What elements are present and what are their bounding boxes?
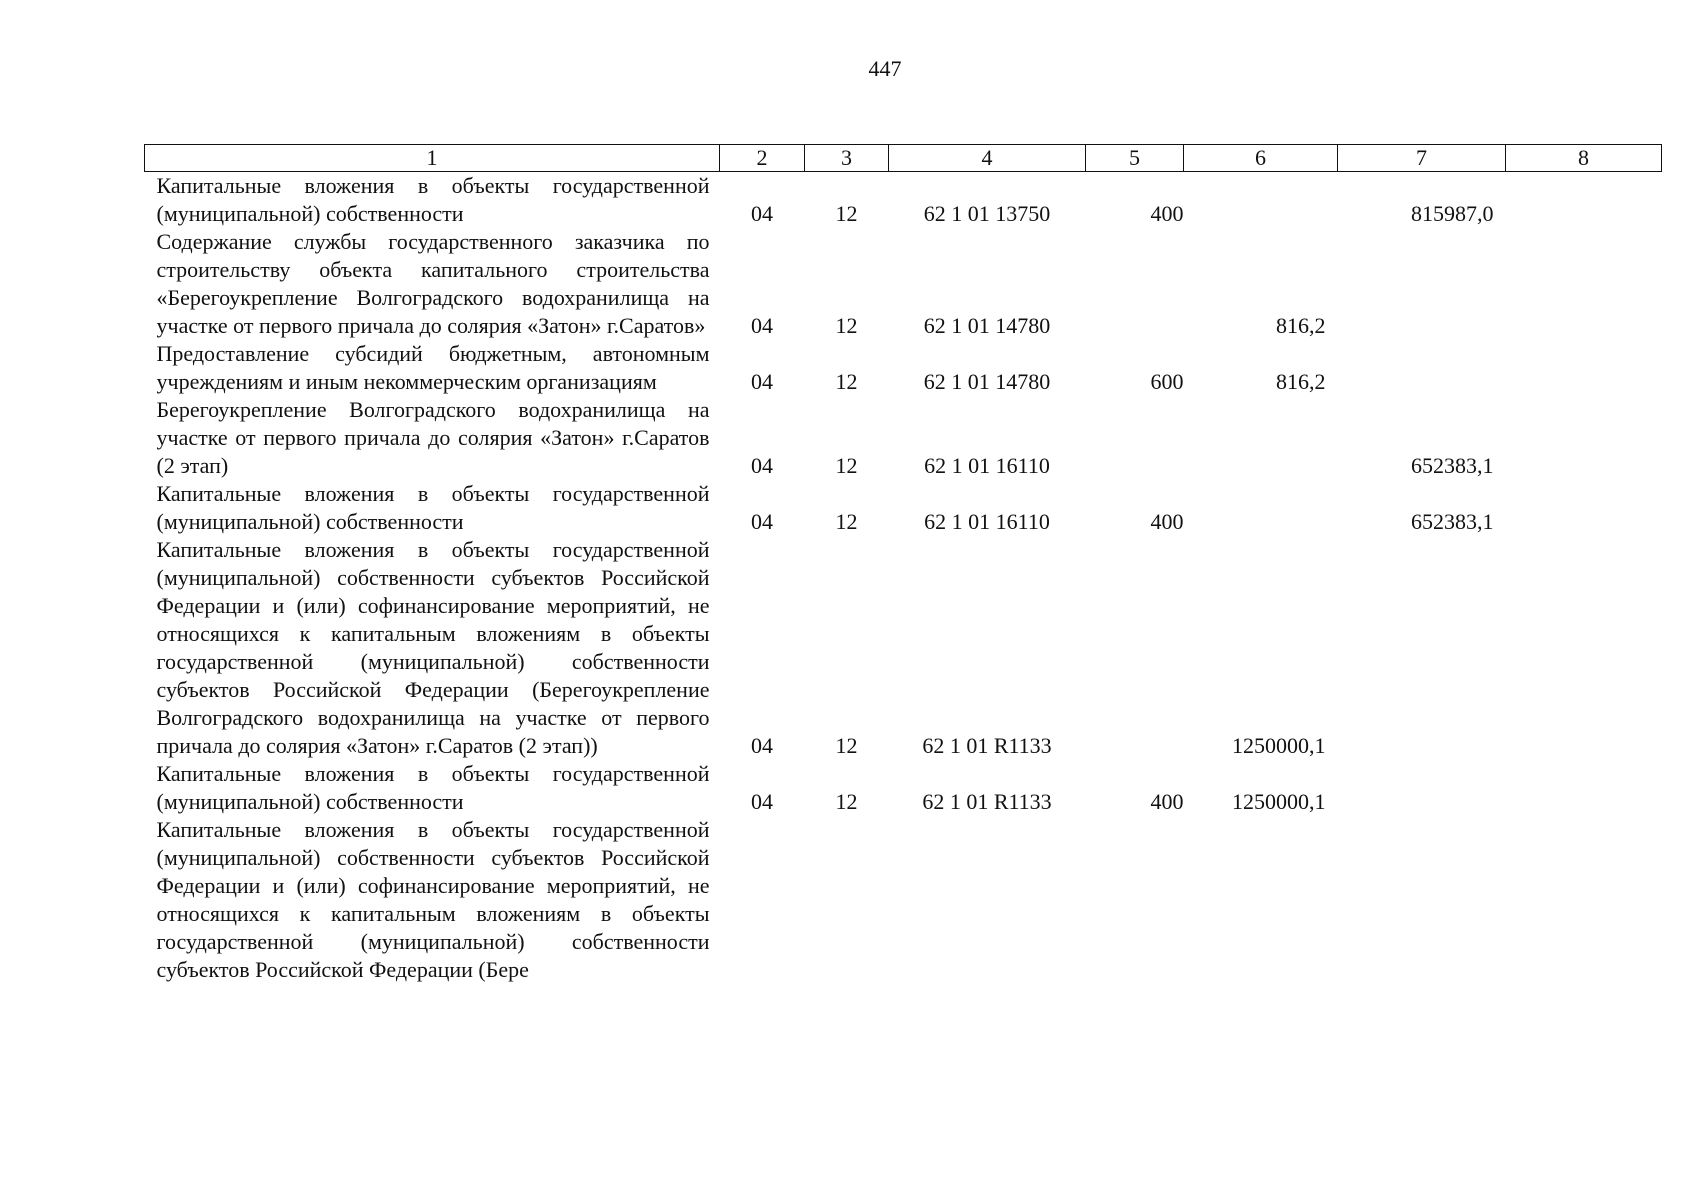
row-amount-col7 xyxy=(1338,816,1506,984)
row-section: 04 xyxy=(751,201,773,226)
row-amount-col7 xyxy=(1338,760,1506,816)
header-col-6: 6 xyxy=(1184,145,1338,172)
row-expense-type: 600 xyxy=(1150,369,1184,394)
row-subsection: 12 xyxy=(835,733,858,758)
row-subsection: 12 xyxy=(835,313,858,338)
row-name: Берегоукрепление Волгоградского водохранилища на участке от первого причала до солярия «Затон» г.Саратов (2 этап) xyxy=(156,397,710,478)
header-col-5: 5 xyxy=(1086,145,1184,172)
table-header xyxy=(145,145,1662,172)
row-section: 04 xyxy=(751,453,773,478)
page-number: 447 xyxy=(868,56,902,81)
row-section xyxy=(720,816,805,984)
row-target-article: 62 1 01 14780 xyxy=(923,369,1051,394)
row-expense-type xyxy=(1086,228,1184,340)
row-amount-col8 xyxy=(1506,816,1662,984)
table-body xyxy=(145,172,1662,985)
row-amount-col7 xyxy=(1338,536,1506,760)
row-amount-col7: 652383,1 xyxy=(1411,453,1494,478)
row-subsection: 12 xyxy=(835,369,858,394)
row-name: Содержание службы государственного заказчика по строительству объекта капитального строительства «Берегоукрепление Волгоградского водохранилища на участке от первого причала до солярия «Затон» г.Саратов» xyxy=(156,229,710,338)
table-row xyxy=(145,816,1662,984)
row-amount-col8 xyxy=(1506,480,1662,536)
row-target-article xyxy=(889,816,1086,984)
row-amount-col8 xyxy=(1506,536,1662,760)
row-name: Капитальные вложения в объекты государственной (муниципальной) собственности xyxy=(156,173,710,226)
row-name: Капитальные вложения в объекты государственной (муниципальной) собственности xyxy=(156,761,710,814)
row-name: Капитальные вложения в объекты государственной (муниципальной) собственности субъектов Российской Федерации и (или) софинансирование мероприятий, не относящихся к капитальным вложениям в объекты государственной (муниципальной) собственности субъектов Российской Федерации (Бере xyxy=(156,817,710,982)
row-expense-type: 400 xyxy=(1150,789,1184,814)
row-expense-type xyxy=(1086,536,1184,760)
header-col-3: 3 xyxy=(805,145,889,172)
row-subsection: 12 xyxy=(835,509,858,534)
row-amount-col8 xyxy=(1506,396,1662,480)
row-expense-type xyxy=(1086,396,1184,480)
header-row xyxy=(145,145,1662,172)
table-row xyxy=(145,536,1662,760)
row-section: 04 xyxy=(751,733,773,758)
row-amount-col6: 1250000,1 xyxy=(1232,789,1326,814)
row-amount-col7 xyxy=(1338,340,1506,396)
row-subsection: 12 xyxy=(835,453,858,478)
row-expense-type: 400 xyxy=(1150,201,1184,226)
row-section: 04 xyxy=(751,509,773,534)
table-row xyxy=(145,340,1662,396)
table-row xyxy=(145,760,1662,816)
row-name: Предоставление субсидий бюджетным, автономным учреждениям и иным некоммерческим организациям xyxy=(156,341,710,394)
row-target-article: 62 1 01 R1133 xyxy=(922,789,1052,814)
row-amount-col6 xyxy=(1184,480,1338,536)
row-target-article: 62 1 01 14780 xyxy=(923,313,1051,338)
row-expense-type: 400 xyxy=(1150,509,1184,534)
header-col-4: 4 xyxy=(889,145,1086,172)
header-col-8: 8 xyxy=(1506,145,1662,172)
table-row xyxy=(145,396,1662,480)
header-col-2: 2 xyxy=(720,145,805,172)
header-col-7: 7 xyxy=(1338,145,1506,172)
header-col-1: 1 xyxy=(145,145,720,172)
row-subsection: 12 xyxy=(835,789,858,814)
row-amount-col7 xyxy=(1338,228,1506,340)
row-section: 04 xyxy=(751,369,773,394)
row-amount-col8 xyxy=(1506,228,1662,340)
row-amount-col8 xyxy=(1506,172,1662,229)
table-row xyxy=(145,172,1662,229)
row-amount-col6 xyxy=(1184,396,1338,480)
row-name: Капитальные вложения в объекты государственной (муниципальной) собственности субъектов Российской Федерации и (или) софинансирование мероприятий, не относящихся к капитальным вложениям в объекты государственной (муниципальной) собственности субъектов Российской Федерации (Берегоукрепление Волгоградского водохранилища на участке от первого причала до солярия «Затон» г.Саратов (2 этап)) xyxy=(156,537,710,758)
row-target-article: 62 1 01 13750 xyxy=(923,201,1051,226)
row-amount-col6 xyxy=(1184,172,1338,229)
table-row xyxy=(145,480,1662,536)
row-subsection xyxy=(805,816,889,984)
row-expense-type xyxy=(1086,816,1184,984)
row-target-article: 62 1 01 16110 xyxy=(924,509,1050,534)
row-amount-col8 xyxy=(1506,760,1662,816)
row-target-article: 62 1 01 16110 xyxy=(924,453,1050,478)
row-amount-col7: 815987,0 xyxy=(1411,201,1494,226)
budget-table xyxy=(144,144,1662,984)
row-name: Капитальные вложения в объекты государственной (муниципальной) собственности xyxy=(156,481,710,534)
row-target-article: 62 1 01 R1133 xyxy=(922,733,1052,758)
row-amount-col6 xyxy=(1184,816,1338,984)
row-section: 04 xyxy=(751,789,773,814)
row-section: 04 xyxy=(751,313,773,338)
row-amount-col6: 1250000,1 xyxy=(1232,733,1326,758)
row-amount-col7: 652383,1 xyxy=(1411,509,1494,534)
row-amount-col8 xyxy=(1506,340,1662,396)
row-amount-col6: 816,2 xyxy=(1276,369,1326,394)
row-amount-col6: 816,2 xyxy=(1276,313,1326,338)
row-subsection: 12 xyxy=(835,201,858,226)
table-row xyxy=(145,228,1662,340)
